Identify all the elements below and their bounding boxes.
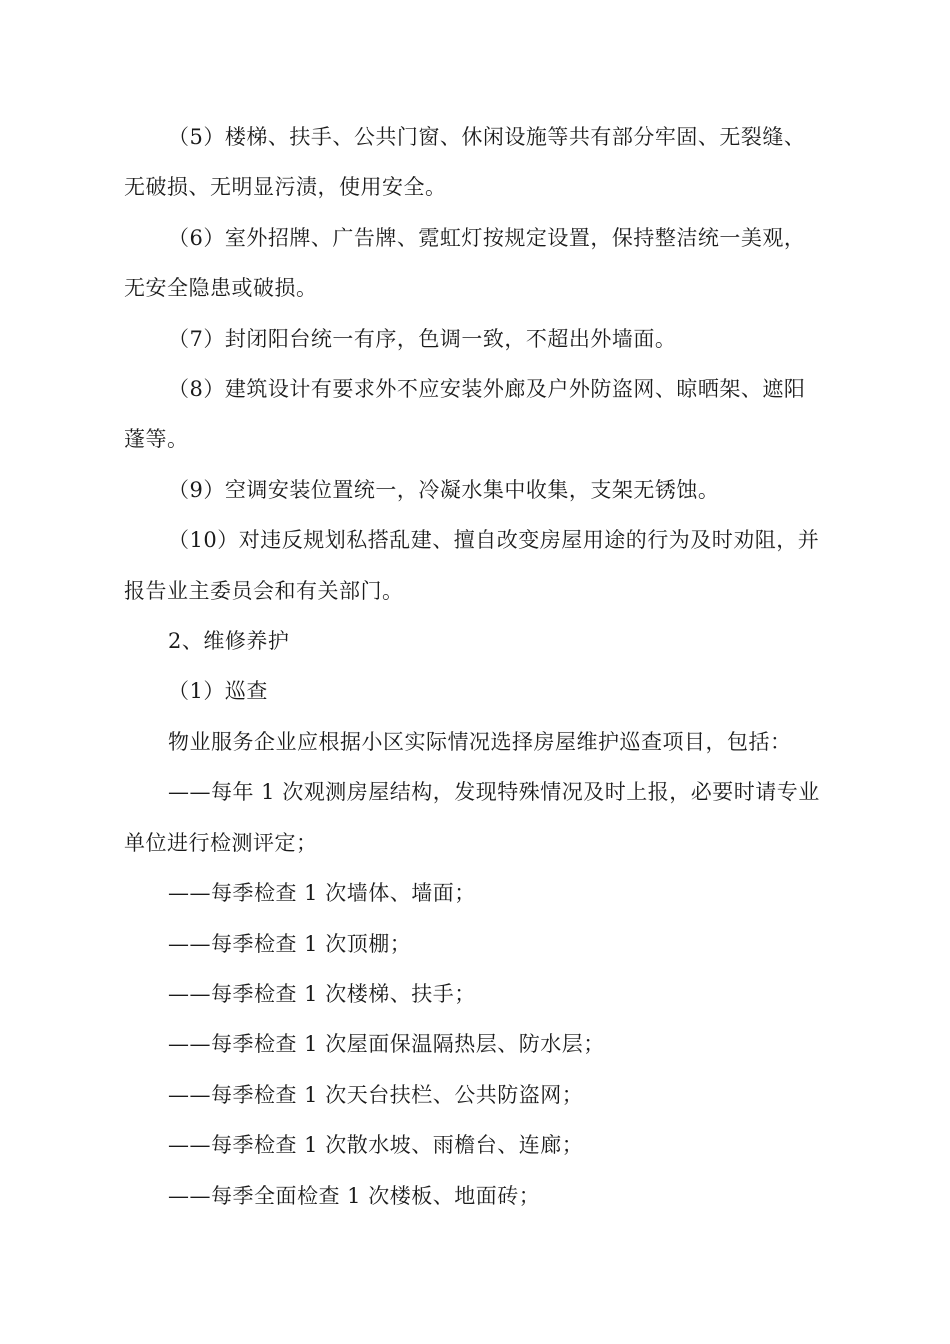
paragraph-item6 (124, 1070, 832, 1120)
paragraph-item1 (124, 767, 832, 868)
document-body (124, 112, 832, 1221)
paragraph-line: 蓬等。 (124, 427, 189, 452)
paragraph-line: 无破损、无明显污渍，使用安全。 (124, 175, 447, 200)
paragraph-p7 (124, 314, 832, 364)
paragraph-intro (124, 717, 832, 767)
paragraph-h2 (124, 616, 832, 666)
paragraph-item3 (124, 919, 832, 969)
paragraph-line: ——每季检查 1 次顶棚； (168, 931, 412, 956)
paragraph-line: （1）巡查 (168, 679, 268, 704)
paragraph-item8 (124, 1171, 832, 1221)
paragraph-line: ——每年 1 次观测房屋结构，发现特殊情况及时上报，必要时请专业 (168, 780, 820, 805)
paragraph-p8 (124, 364, 832, 465)
paragraph-item4 (124, 969, 832, 1019)
paragraph-line: 单位进行检测评定； (124, 830, 318, 855)
paragraph-item2 (124, 868, 832, 918)
paragraph-p10 (124, 515, 832, 616)
paragraph-line: （5）楼梯、扶手、公共门窗、休闲设施等共有部分牢固、无裂缝、 (168, 125, 806, 149)
paragraph-line: ——每季检查 1 次屋面保温隔热层、防水层； (168, 1032, 605, 1057)
paragraph-p5 (124, 112, 832, 213)
paragraph-line: 2、维修养护 (168, 629, 290, 654)
paragraph-item7 (124, 1120, 832, 1170)
paragraph-line: ——每季检查 1 次楼梯、扶手； (168, 981, 476, 1006)
paragraph-line: （7）封闭阳台统一有序，色调一致，不超出外墙面。 (168, 326, 677, 351)
paragraph-line: ——每季检查 1 次散水坡、雨檐台、连廊； (168, 1133, 584, 1158)
paragraph-p9 (124, 465, 832, 515)
paragraph-line: 物业服务企业应根据小区实际情况选择房屋维护巡查项目，包括： (168, 729, 792, 754)
paragraph-line: （6）室外招牌、广告牌、霓虹灯按规定设置，保持整洁统一美观， (168, 225, 806, 250)
paragraph-line: 报告业主委员会和有关部门。 (124, 578, 404, 603)
paragraph-line: ——每季检查 1 次天台扶栏、公共防盗网； (168, 1082, 584, 1107)
paragraph-line: ——每季检查 1 次墙体、墙面； (168, 881, 476, 906)
paragraph-line: ——每季全面检查 1 次楼板、地面砖； (168, 1183, 541, 1208)
paragraph-line: （9）空调安装位置统一，冷凝水集中收集，支架无锈蚀。 (168, 477, 720, 502)
paragraph-line: （10）对违反规划私搭乱建、擅自改变房屋用途的行为及时劝阻，并 (168, 528, 820, 553)
paragraph-item5 (124, 1019, 832, 1069)
paragraph-h2-1 (124, 666, 832, 716)
paragraph-line: 无安全隐患或破损。 (124, 276, 318, 301)
paragraph-p6 (124, 213, 832, 314)
paragraph-line: （8）建筑设计有要求外不应安装外廊及户外防盗网、晾晒架、遮阳 (168, 377, 806, 402)
